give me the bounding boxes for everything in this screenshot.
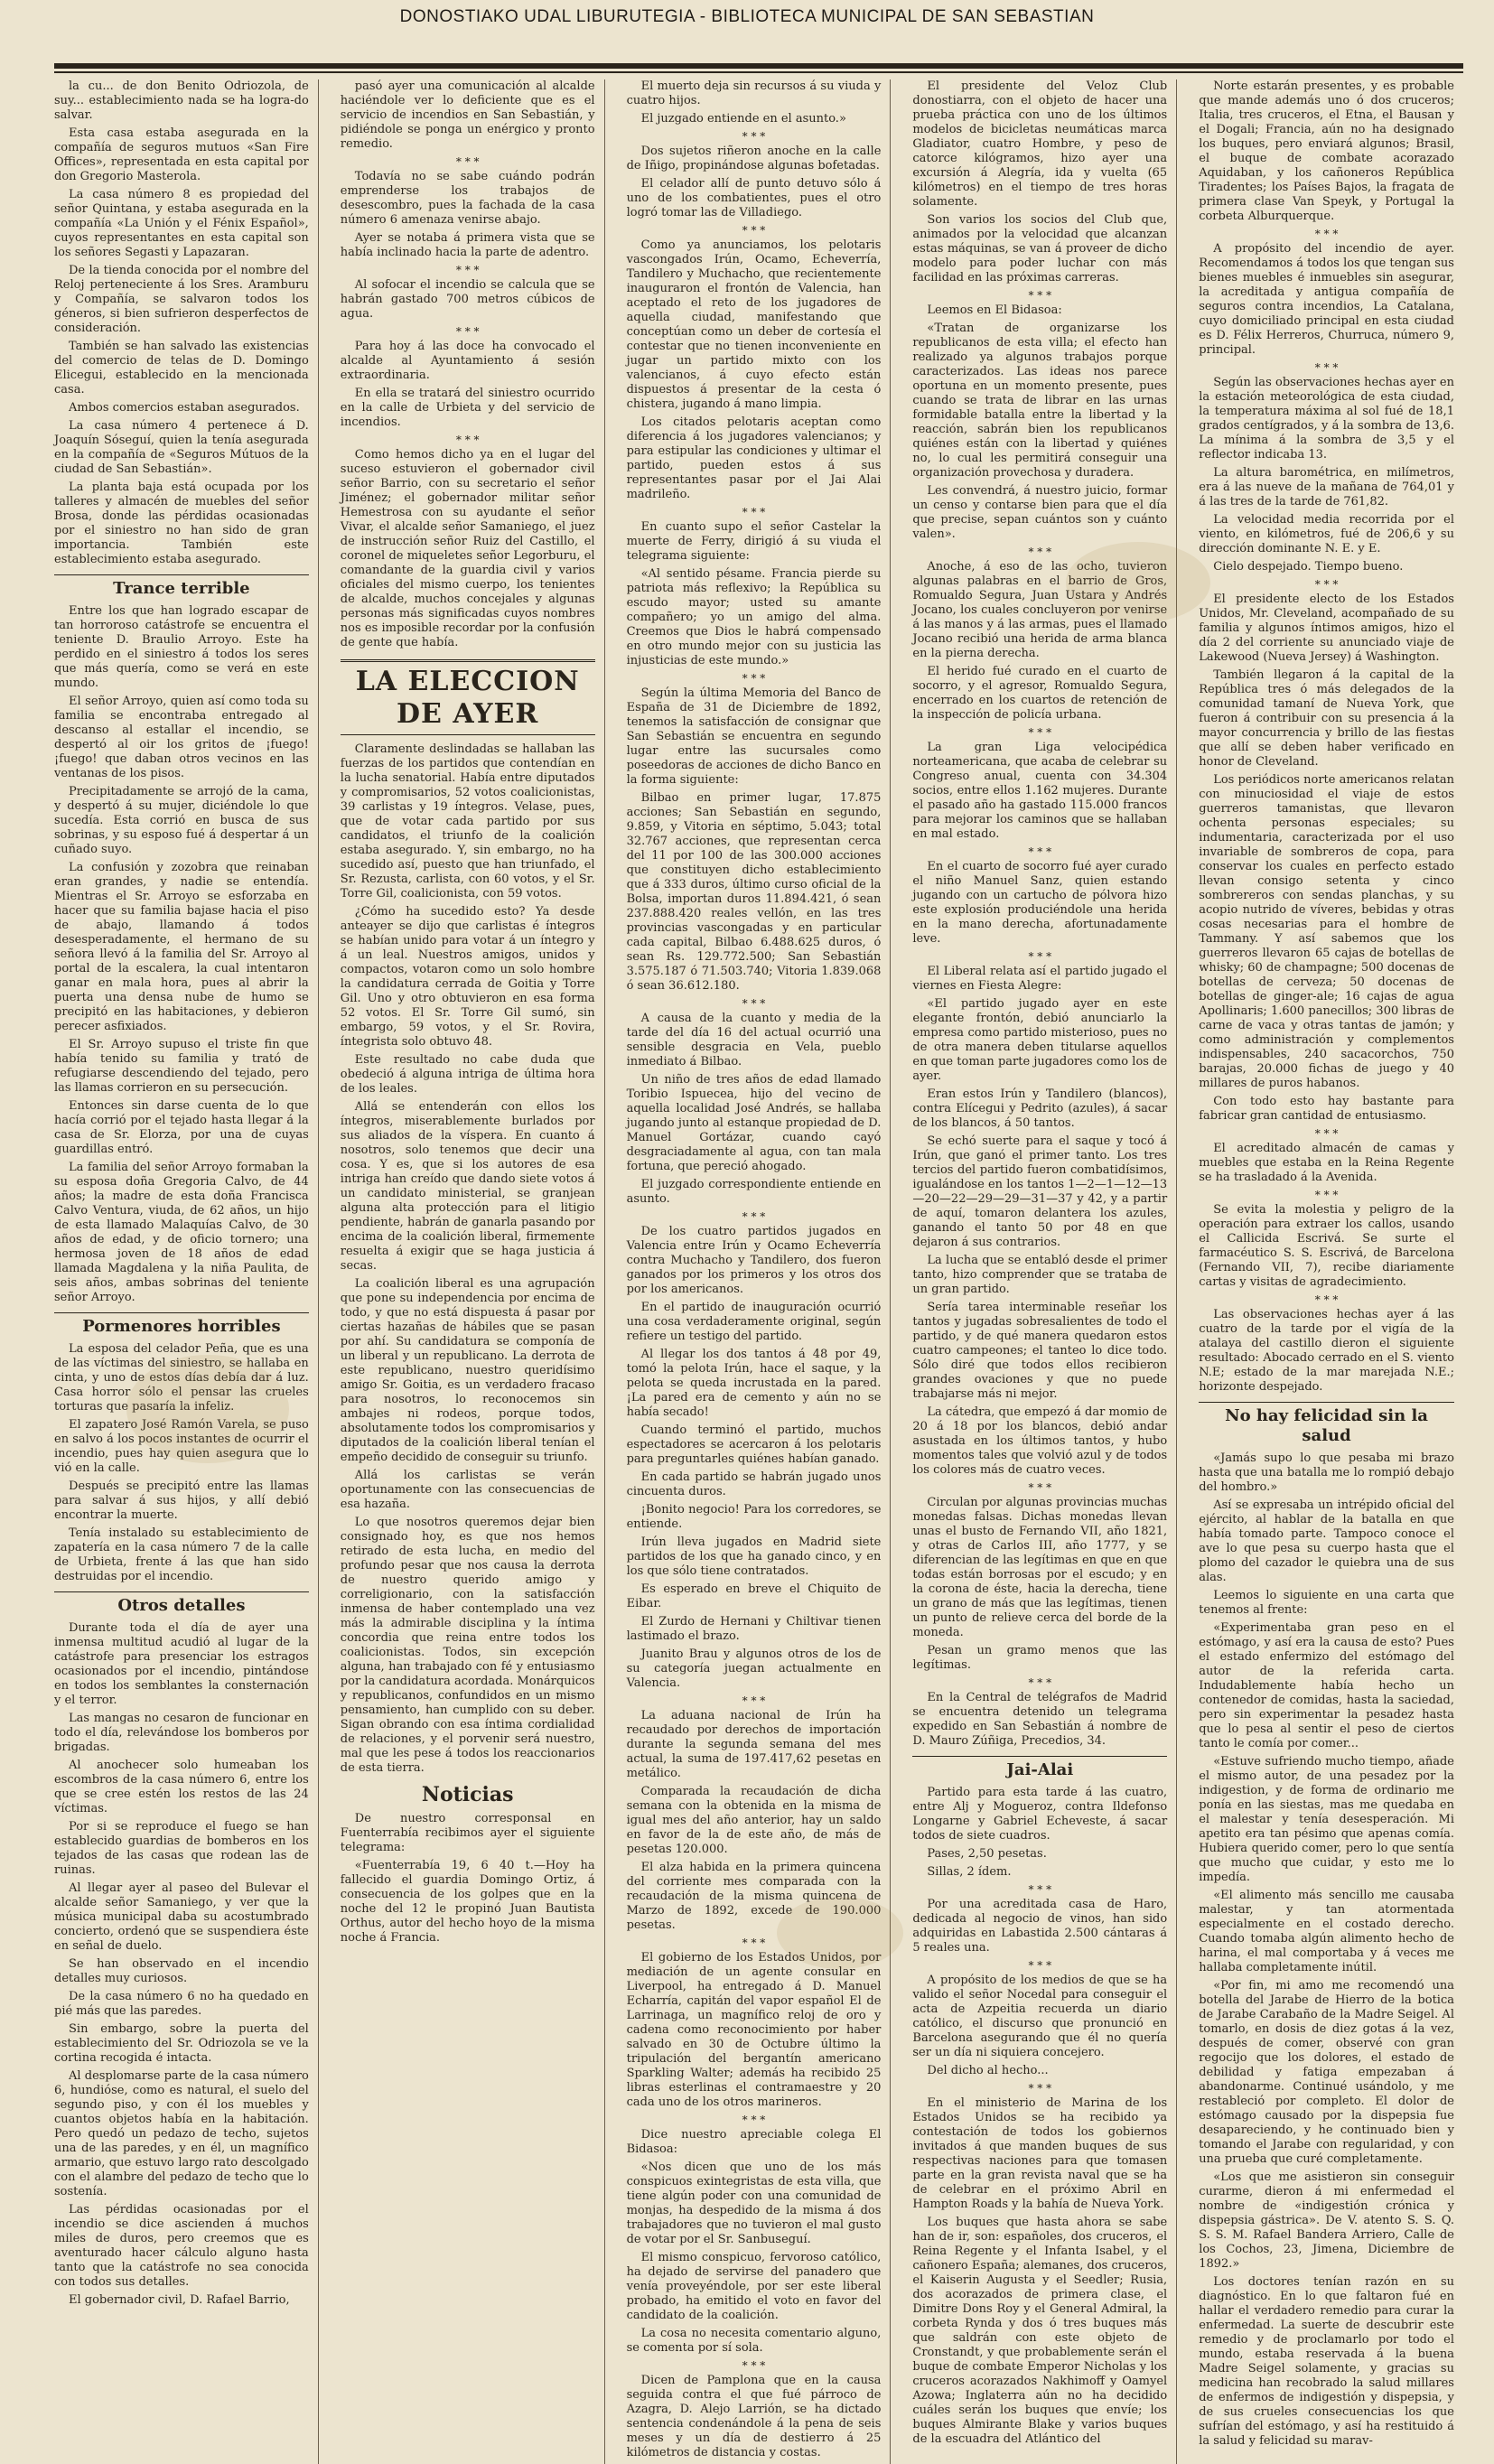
article-paragraph: Por si se reproduce el fuego se han establecido guardias de bomberos en los tejados de las casas que rodean las de ruinas. <box>54 1820 313 1877</box>
article-paragraph: Juanito Brau y algunos otros de los de su categoría juegan actualmente en Valencia. <box>626 1647 885 1690</box>
asterism-separator: * * * <box>1314 361 1339 374</box>
article-paragraph: Los doctores tenían razón en su diagnóstico. En lo que faltaron fué en hallar el verdadero remedio para curar la enfermedad. La suerte de descubrir este remedio y de proclamarlo por todo el mundo, estaba reservada á la buena Madre Seigel solamente, y gracias su medicina han recobrado la salud millares de enfermos de indigestión y dispepsia, y de sus crueles consecuencias los que sufrían del estómago, y así ha restituido á la salud y felicidad su marav- <box>1199 2275 1459 2448</box>
article-paragraph: El herido fué curado en el cuarto de socorro, y el agresor, Romualdo Segura, encerrado en los cuartos de retención de la inspección de policía urbana. <box>912 665 1172 722</box>
article-paragraph: La lucha que se entabló desde el primer tanto, hizo comprender que se trataba de un gran partido. <box>912 1254 1172 1296</box>
article-paragraph: Durante toda el día de ayer una inmensa multitud acudió al lugar de la catástrofe para presenciar los estragos ocasionados por el incendio, pintándose en todos los semblantes la consternación y el terror. <box>54 1621 313 1707</box>
article-paragraph: De nuestro corresponsal en Fuenterrabía recibimos ayer el siguiente telegrama: <box>340 1812 599 1854</box>
asterism-separator: * * * <box>742 1937 766 1949</box>
asterism-separator: * * * <box>1314 1293 1339 1306</box>
article-paragraph: Allá los carlistas se verán oportunamente con las consecuencias de esa hazaña. <box>340 1469 599 1511</box>
asterism-separator: * * * <box>742 672 766 685</box>
section-heading: Noticias <box>421 1783 514 1806</box>
article-paragraph: La gran Liga velocipédica norteamericana, que acaba de celebrar su Congreso anual, cuenta con 34.304 socios, entre ellos 1.162 mujeres. Durante el pasado año ha gastado 115.000 francos para mejorar los caminos que se hallaban en mal estado. <box>912 741 1172 841</box>
article-paragraph: ¿Cómo ha sucedido esto? Ya desde anteayer se dijo que carlistas é íntegros se habían unido para votar á un íntegro y á un leal. Nuestros amigos, unidos y compactos, votaron como un solo hombre la candidatura cerrada de Goitia y Torre Gil. Uno y otro obtuvieron en esa forma 52 votos. El Sr. Torre Gil sumó, sin embargo, 59 votos, y el Sr. Rovira, íntegrista solo obtuvo 48. <box>340 905 599 1049</box>
article-paragraph: Al desplomarse parte de la casa número 6, hundióse, como es natural, el suelo del segundo piso, y con él los muebles y cuantos objetos había en la habitación. Pero quedó un pedazo de techo, sujetos una de las paredes, y en él, un magnífico armario, que estuvo largo rato descolgado con el alambre del pedazo de techo que lo sostenía. <box>54 2069 313 2198</box>
article-paragraph: La casa número 4 pertenece á D. Joaquín Sóseguí, quien la tenía asegurada en la compañía de «Seguros Mútuos de la ciudad de San Sebastián». <box>54 419 313 476</box>
article-paragraph: El celador allí de punto detuvo sólo á uno de los combatientes, pues el otro logró tomar las de Villadiego. <box>626 177 885 219</box>
newspaper-columns <box>54 79 1463 2459</box>
library-header: DONOSTIAKO UDAL LIBURUTEGIA - BIBLIOTECA MUNICIPAL DE SAN SEBASTIAN <box>399 7 1095 26</box>
article-paragraph: A propósito del incendio de ayer. Recomendamos á todos los que tengan sus bienes muebles é inmuebles sin asegurar, la acreditada y antigua compañía de seguros contra incendios, La Catalana, cuyo domiciliado principal en esta ciudad es D. Félix Herreros, Churruca, número 9, principal. <box>1199 242 1459 357</box>
article-paragraph: El gobernador civil, D. Rafael Barrio, <box>69 2293 290 2307</box>
article-paragraph: Eran estos Irún y Tandilero (blancos), contra Elícegui y Pedrito (azules), á sacar de los blancos, á 50 tantos. <box>912 1087 1172 1130</box>
article-paragraph: «Tratan de organizarse los republicanos de esta villa; el efecto han realizado ya algunos trabajos porque caracterizados. Las ideas nos parece oportuna en un momento presente, pues cuando se trata de librar en las urnas formidable batalla entre la libertad y la reacción, sabrán bien los republicanos quiénes están con la libertad y quiénes no, lo cual les permitirá conseguir una organización provechosa y duradera. <box>912 322 1172 480</box>
article-paragraph: El mismo conspicuo, fervoroso católico, ha dejado de servirse del panadero que venía proveyéndole, por ser este liberal probado, ha emitido el voto en favor del candidato de la coalición. <box>626 2251 885 2322</box>
article-paragraph: Las mangas no cesaron de funcionar en todo el día, relevándose los bomberos por brigadas. <box>54 1712 313 1754</box>
asterism-separator: * * * <box>1028 950 1052 963</box>
article-paragraph: A causa de la cuanto y media de la tarde del día 16 del actual ocurrió una sensible desgracia en Vela, pueblo inmediato á Bilbao. <box>626 1012 885 1069</box>
article-paragraph: Bilbao en primer lugar, 17.875 acciones; San Sebastián en segundo, 9.859, y Vitoria en séptimo, 5.043; total 32.767 acciones, que representan cerca del 11 por 100 de las 300.000 acciones que constituyen dicho establecimiento que á 333 duros, último curso oficial de la Bolsa, importan duros 11.894.421, ó sean 237.888.420 reales vellón, en las tres provincias vascongadas y en particular cada capital, Bilbao 6.488.625 duros, ó sean Rs. 129.772.500; San Sebastián 3.575.187 ó 71.503.740; Vitoria 1.839.068 ó sean 36.612.180. <box>626 791 885 993</box>
article-paragraph: Como ya anunciamos, los pelotaris vascongados Irún, Ocamo, Echeverría, Tandilero y Muchacho, que recientemente inauguraron el frontón de Valencia, han aceptado el reto de los jugadores de aquella ciudad, manifestando que conceptúan como un deber de cortesía el contestar que no tienen inconveniente en jugar un partido mixto con los valencianos, á cuyo efecto están dispuestos á presentar de la cesta ó chistera, jugando á mano limpia. <box>626 238 885 411</box>
article-paragraph: En la Central de telégrafos de Madrid se encuentra detenido un telegrama expedido en San Sebastián á nombre de D. Mauro Zúñiga, Precedios, 34. <box>912 1691 1172 1748</box>
column-4 <box>912 79 1177 2464</box>
article-paragraph: Este resultado no cabe duda que obedeció á alguna intriga de última hora de los leales. <box>340 1053 599 1096</box>
article-paragraph: Comparada la recaudación de dicha semana con la obtenida en la misma de igual mes del año anterior, hay un saldo en favor de la de este año, de más de pesetas 120.000. <box>626 1785 885 1856</box>
article-paragraph: El presidente electo de los Estados Unidos, Mr. Cleveland, acompañado de su familia y algunos íntimos amigos, hizo el día 2 del corriente su anunciado viaje de Lakewood (Nueva Jersey) á Washington. <box>1199 593 1459 664</box>
article-paragraph: Como hemos dicho ya en el lugar del suceso estuvieron el gobernador civil señor Barrio, con su secretario el señor Jiménez; el gobernador militar señor Hemestrosa con su ayudante el señor Vivar, el alcalde señor Samaniego, el juez de instrucción señor Ruiz del Castillo, el coronel de miqueletes señor Legorburu, el comandante de la guardia civil y varios oficiales del mismo cuerpo, los tenientes de alcalde, muchos concejales y algunas personas más significadas cuyos nombres nos es imposible recordar por la confusión de gente que había. <box>340 448 599 649</box>
article-paragraph: Partido para esta tarde á las cuatro, entre Alj y Mogueroz, contra Ildefonso Longarne y Gabriel Echeveste, á sacar todos de siete cuadros. <box>912 1786 1172 1843</box>
article-paragraph: La esposa del celador Peña, que es una de las víctimas del siniestro, se hallaba en cinta, y uno de estos días debía dar á luz. Casa horror sólo el pensar las crueles torturas que pasaría la infeliz. <box>54 1342 313 1414</box>
article-paragraph: Después se precipitó entre las llamas para salvar á sus hijos, y allí debió encontrar la muerte. <box>54 1479 313 1522</box>
article-paragraph: Circulan por algunas provincias muchas monedas falsas. Dichas monedas llevan unas el busto de Fernando VII, año 1821, y otras de Carlos III, año 1777, y se diferencian de las legítimas en que en que todas están borrosas por el escudo; y en la corona de éste, hacia la derecha, tiene un grano de más que las legítimas, tienen un punto de relieve cerca del borde de la moneda. <box>912 1496 1172 1639</box>
asterism-separator: * * * <box>1028 289 1052 302</box>
article-paragraph: Pesan un gramo menos que las legítimas. <box>912 1644 1172 1672</box>
article-paragraph: Según las observaciones hechas ayer en la estación meteorológica de esta ciudad, la temperatura máxima al sol fué de 18,1 grados centígrados, y á la sombra de 13,6. La mínima á la sombra de 3,5 y el reflector indicaba 13. <box>1199 376 1459 462</box>
article-paragraph: El Sr. Arroyo supuso el triste fin que había tenido su familia y trató de refugiarse descendiendo del tejado, pero las llamas corrieron en su persecución. <box>54 1038 313 1095</box>
column-1 <box>54 79 319 2464</box>
article-paragraph: Según la última Memoria del Banco de España de 31 de Diciembre de 1892, tenemos la satisfacción de consignar que San Sebastián se encuentra en segundo lugar entre las sucursales como poseedoras de acciones de dicho Banco en la forma siguiente: <box>626 686 885 787</box>
article-paragraph: Al anochecer solo humeaban los escombros de la casa número 6, entre los que se cree estén los restos de las 24 víctimas. <box>54 1759 313 1815</box>
article-paragraph: Los buques que hasta ahora se sabe han de ir, son: españoles, dos cruceros, el Reina Regente y el Infanta Isabel, y el cañonero España; alemanes, dos cruceros, el Kaiserin Augusta y el Seedler; Rusia, dos acorazados de primera clase, el Dimitre Dons Roy y el General Admiral, la corbeta Rynda y dos ó tres buques más que saldrán con este objeto de Cronstandt, y que probablemente serán el buque de combate Emperor Nicholas y los cruceros acorazados Nakhimoff y Oamyel Azowa; Inglaterra aún no ha decidido cuáles serán los buques que envíe; los buques Almirante Blake y varios buques de la escuadra del Atlántico del <box>912 2216 1172 2446</box>
article-paragraph: «Los que me asistieron sin conseguir curarme, dieron á mi enfermedad el nombre de «indigestión crónica y dispepsia gástrica». De V. atento S. S. Q. S. S. M. Rafael Bandera Arriero, Calle de los Cochos, 23, Jimena, Diciembre de 1892.» <box>1199 2170 1459 2271</box>
article-paragraph: «Nos dicen que uno de los más conspicuos exintegristas de esta villa, que tiene algún poder con una comunidad de monjas, ha despedido de la misma á dos trabajadores que no tuvieron el mal gusto de votar por el Sr. Sanbuseguí. <box>626 2161 885 2246</box>
article-paragraph: También se han salvado las existencias del comercio de telas de D. Domingo Elicegui, establecido en la mencionada casa. <box>54 340 313 397</box>
column-3 <box>627 79 892 2464</box>
article-paragraph: En el partido de inauguración ocurrió una cosa verdaderamente original, según refiere un testigo del partido. <box>626 1301 885 1343</box>
article-paragraph: Para hoy á las doce ha convocado el alcalde al Ayuntamiento á sesión extraordinaria. <box>340 340 599 382</box>
asterism-separator: * * * <box>742 1210 766 1223</box>
article-paragraph: Los citados pelotaris aceptan como diferencia á los jugadores valencianos; y para estipular las condiciones y ultimar el partido, pueden estos á sus representantes pasar por el Jai Alai madrileño. <box>626 415 885 501</box>
article-paragraph: «Fuenterrabía 19, 6 40 t.—Hoy ha fallecido el guardia Domingo Ortiz, á consecuencia de los golpes que en la noche del 12 le propinó Juan Bautista Orthus, autor del hecho hoyo de la misma noche á Francia. <box>340 1859 599 1945</box>
article-paragraph: Entonces sin darse cuenta de lo que hacía corrió por el tejado hasta llegar á la casa de Sr. Elorza, por una de cuyas guardillas entró. <box>54 1099 313 1156</box>
article-paragraph: Al llegar ayer al paseo del Bulevar el alcalde señor Samaniego, y ver que la música municipal daba su acostumbrado concierto, ordenó que se suspendiera éste en señal de duelo. <box>54 1881 313 1953</box>
column-5 <box>1199 79 1463 2464</box>
article-paragraph: Se echó suerte para el saque y tocó á Irún, que ganó el primer tanto. Los tres tercios del partido fueron combatidísimos, igualándose en los tantos 1—2—1—12—13—20—22—29—29—31—37 y 42, y a partir de aquí, tomaron delantera los azules, ganando el tanto 50 por 48 en que dejaron á sus contrarios. <box>912 1134 1172 1249</box>
section-heading: Otros detalles <box>54 1591 309 1616</box>
asterism-separator: * * * <box>1314 228 1339 240</box>
article-paragraph: En el ministerio de Marina de los Estados Unidos se ha recibido ya contestación de todos los gobiernos invitados á que manden buques de sus respectivas naciones para que tomasen parte en la gran revista naval que se ha de celebrar en el próximo Abril en Hampton Roads y la bahía de Nueva York. <box>912 2096 1172 2211</box>
article-paragraph: Así se expresaba un intrépido oficial del ejército, al hablar de la batalla en que había tomado parte. Tampoco conoce el ave lo que pesa su cuerpo hasta que el plomo del cazador le quiebra una de sus alas. <box>1199 1498 1459 1584</box>
article-paragraph: Cielo despejado. Tiempo bueno. <box>1213 560 1404 574</box>
article-paragraph: Todavía no se sabe cuándo podrán emprenderse los trabajos de desescombro, pues la fachada de la casa número 6 amenaza venirse abajo. <box>340 170 599 227</box>
article-paragraph: «El partido jugado ayer en este elegante frontón, debió anunciarlo la empresa como partido misterioso, pues no de otra manera deben titularse aquellos en que toman parte jugadores como los de ayer. <box>912 997 1172 1083</box>
article-paragraph: La velocidad media recorrida por el viento, en kilómetros, fué de 206,6 y su dirección dominante N. E. y E. <box>1199 513 1459 555</box>
article-paragraph: La cosa no necesita comentario alguno, se comenta por sí sola. <box>626 2327 885 2355</box>
article-paragraph: Ambos comercios estaban asegurados. <box>69 401 300 415</box>
article-paragraph: pasó ayer una comunicación al alcalde haciéndole ver lo deficiente que es el servicio de incendios en San Sebastián, y pidiéndole se ponga un enérgico y pronto remedio. <box>340 79 599 151</box>
article-paragraph: Sillas, 2 ídem. <box>927 1865 1012 1879</box>
masthead-rule <box>54 63 1463 69</box>
article-paragraph: Les convendrá, á nuestro juicio, formar un censo y contarse bien para que el día que precise, sepan cuántos son y cuánto valen». <box>912 484 1172 541</box>
asterism-separator: * * * <box>742 2114 766 2126</box>
article-paragraph: Es esperado en breve el Chiquito de Eibar. <box>626 1582 885 1610</box>
asterism-separator: * * * <box>1028 2082 1052 2095</box>
article-paragraph: «El alimento más sencillo me causaba malestar, y tan atormentada especialmente en el costado derecho. Cuando tomaba algún alimento hecho de harina, el mal comportaba y á veces me hallaba completamente inútil. <box>1199 1889 1459 1974</box>
article-paragraph: Los periódicos norte americanos relatan con minuciosidad el viaje de estos guerreros tamanistas, que llevaron ochenta personas especiales; su indumentaria, caracterizada por el uso invariable de sombreros de copa, para conservar los cuales en perfecto estado llevan consigo setenta y cinco sombrereros con sendas planchas, y su acopio nutrido de víveres, bebidas y otras cosas necesarias para el hombre de Tammany. Y así sabemos que los guerreros llevaron 65 cajas de botellas de whisky; 60 de champagne; 500 docenas de botellas de cerveza; 50 docenas de botellas de ginger-ale; 16 cajas de agua Apollinaris; 1.600 panecillos; 300 libras de carne de vaca y otras tantas de jamón; y como administración y complementos indispensables, 240 sacacorchos, 750 barajas, 20.000 fichas de juego y 40 millares de puros habanos. <box>1199 773 1459 1090</box>
article-paragraph: Entre los que han logrado escapar de tan horroroso catástrofe se encuentra el teniente D. Braulio Arroyo. Este ha perdido en el siniestro á todos los seres que más quería, como se verá en este mundo. <box>54 604 313 690</box>
article-paragraph: Tenía instalado su establecimiento de zapatería en la casa número 7 de la calle de Urbieta, frente á las que han sido destruidas por el incendio. <box>54 1526 313 1583</box>
article-paragraph: Las pérdidas ocasionadas por el incendio se dice ascienden á muchos miles de duros, pero creemos que es aventurado hacer cálculo alguno hasta tanto que la catástrofe no sea conocida con todos sus detalles. <box>54 2203 313 2289</box>
article-paragraph: «Al sentido pésame. Francia pierde su patriota más reflexivo; la República su escudo mayor; usted su amante compañero; yo un amigo del alma. Creemos que Dios le habrá compensado en otro mundo mejor con su justicia las injusticias de este mundo.» <box>626 567 885 667</box>
article-paragraph: Lo que nosotros queremos dejar bien consignado hoy, es que nos hemos retirado de esta lucha, en medio del profundo pesar que nos causa la derrota de nuestro querido amigo y correligionario, con la satisfacción inmensa de haber contemplado una vez más la admirable disciplina y la íntima concordia que reina entre todos los coalicionistas. Todos, sin excepción alguna, han trabajado con fé y entusiasmo por la candidatura acordada. Monárquicos y republicanos, confundidos en un mismo pensamiento, han cumplido con su deber. Sigan obrando con esa íntima cordialidad de relaciones, y el porvenir será nuestro, mal que les pese á todos los reaccionarios de esta tierra. <box>340 1516 599 1775</box>
article-paragraph: Anoche, á eso de las ocho, tuvieron algunas palabras en el barrio de Gros, Romualdo Segura, Juan Ustara y Andrés Jocano, los cuales concluyeron por venirse á las manos y á las armas, pues el llamado Jocano recibió una herida de arma blanca en la pierna derecha. <box>912 560 1172 660</box>
article-paragraph: Se han observado en el incendio detalles muy curiosos. <box>54 1957 313 1985</box>
masthead-rule-thin <box>54 71 1463 73</box>
article-paragraph: En cuanto supo el señor Castelar la muerte de Ferry, dirigió á su viuda el telegrama siguiente: <box>626 520 885 563</box>
article-paragraph: «Experimentaba gran peso en el estómago, y así era la causa de esto? Pues el estado enfermizo del estómago del autor de la referida carta. Indudablemente había hecho un contenedor de comidas, hasta la saciedad, pero sin experimentar la pesadez hasta que lo pesa al sentir el peso de ciertos tanto le comía por comer... <box>1199 1621 1459 1750</box>
asterism-separator: * * * <box>742 224 766 237</box>
section-heading: Jai-Alai <box>912 1756 1167 1780</box>
article-paragraph: La casa número 8 es propiedad del señor Quintana, y estaba asegurada en la compañía «La Unión y el Fénix Español», cuyos representantes en esta capital son los señores Segasti y Lapazaran. <box>54 188 313 259</box>
article-paragraph: «Jamás supo lo que pesaba mi brazo hasta que una batalla me lo rompió debajo del hombro.» <box>1199 1451 1459 1494</box>
asterism-separator: * * * <box>1314 1189 1339 1201</box>
article-paragraph: El gobierno de los Estados Unidos, por mediación de un agente consular en Liverpool, ha entregado á D. Manuel Echarría, capitán del vapor español El de Larrinaga, un magnífico reloj de oro y cadena como reconocimiento por haber salvado en 30 de Octubre último la tripulación del bergantín americano Sparkling Walter; además ha recibido 25 libras esterlinas el contramaestre y 20 cada uno de los otros marineros. <box>626 1951 885 2109</box>
article-paragraph: Con todo esto hay bastante para fabricar gran cantidad de entusiasmo. <box>1199 1095 1459 1123</box>
article-paragraph: Sería tarea interminable reseñar los tantos y jugadas sobresalientes de todo el partido, y de qué manera quedaron estos cuatro campeones; el tanteo lo dice todo. Sólo diré que todos ellos recibieron grandes ovaciones y que no puede trabajarse más ni mejor. <box>912 1301 1172 1401</box>
asterism-separator: * * * <box>1028 845 1052 858</box>
article-paragraph: la cu... de don Benito Odriozola, de suy... establecimiento nada se ha logra-do salvar. <box>54 79 313 122</box>
article-paragraph: En cada partido se habrán jugado unos cincuenta duros. <box>626 1470 885 1498</box>
article-paragraph: El juzgado correspondiente entiende en asunto. <box>626 1178 885 1206</box>
asterism-separator: * * * <box>1028 1481 1052 1494</box>
asterism-separator: * * * <box>1028 1959 1052 1972</box>
article-paragraph: Al sofocar el incendio se calcula que se habrán gastado 700 metros cúbicos de agua. <box>340 278 599 321</box>
asterism-separator: * * * <box>1028 1883 1052 1896</box>
article-paragraph: La cátedra, que empezó á dar momio de 20 á 18 por los blancos, debió andar asustada en los últimos tantos, y hubo momentos tales que volvió azul y de todos los colores más de cuatro veces. <box>912 1405 1172 1477</box>
asterism-separator: * * * <box>455 434 480 446</box>
article-paragraph: La planta baja está ocupada por los talleres y almacén de muebles del señor Brosa, donde las pérdidas ocasionadas por el siniestro no han sido de gran importancia. También este establecimiento estaba asegurado. <box>54 481 313 566</box>
article-paragraph: Se evita la molestia y peligro de la operación para extraer los callos, usando el Callicida Escrivá. Se surte el farmacéutico S. S. Escrivá, de Barcelona (Fernando VII, 7), recibe diariamente cartas y visitas de agradecimiento. <box>1199 1203 1459 1289</box>
article-paragraph: El Zurdo de Hernani y Chiltivar tienen lastimado el brazo. <box>626 1615 885 1643</box>
article-paragraph: El señor Arroyo, quien así como toda su familia se encontraba entregado al descanso al estallar el incendio, se despertó al oir los gritos de ¡fuego! ¡fuego! que daban otros vecinos en las ventanas de los pisos. <box>54 695 313 780</box>
article-paragraph: Claramente deslindadas se hallaban las fuerzas de los partidos que contendían en la lucha senatorial. Había entre diputados y compromisarios, 52 votos coalicionistas, 39 carlistas y 19 íntegros. Velase, pues, que de votar cada partido por sus candidatos, el triunfo de la coalición estaba asegurado. Y, sin embargo, no ha sucedido así, puesto que han triunfado, el Sr. Rezusta, carlista, con 60 votos, y el Sr. Torre Gil, coalicionista, con 59 votos. <box>340 742 599 901</box>
article-paragraph: El Liberal relata así el partido jugado el viernes en Fiesta Alegre: <box>912 965 1172 993</box>
asterism-separator: * * * <box>742 506 766 518</box>
asterism-separator: * * * <box>1028 1676 1052 1689</box>
article-paragraph: Al llegar los dos tantos á 48 por 49, tomó la pelota Irún, hace el saque, y la pelota se queda incrustada en la pared. ¡La pared era de cemento y aún no se había secado! <box>626 1348 885 1419</box>
asterism-separator: * * * <box>1028 726 1052 739</box>
article-paragraph: Por una acreditada casa de Haro, dedicada al negocio de vinos, han sido adquiridas en Labastida 2.500 cántaras á 5 reales una. <box>912 1898 1172 1955</box>
article-paragraph: El muerto deja sin recursos á su viuda y cuatro hijos. <box>626 79 885 107</box>
asterism-separator: * * * <box>742 2359 766 2372</box>
article-paragraph: A propósito de los medios de que se ha valido el señor Nocedal para conseguir el acta de Azpeitia recuerda un diario católico, el discurso que pronunció en Barcelona asegurando que él no quería ser un día ni siquiera concejero. <box>912 1974 1172 2059</box>
article-paragraph: Dos sujetos riñeron anoche en la calle de Iñigo, propinándose algunas bofetadas. <box>626 145 885 173</box>
article-paragraph: Un niño de tres años de edad llamado Toribio Ispuecea, hijo del vecino de aquella localidad José Andrés, se hallaba jugando junto al estanque propiedad de D. Manuel Gortázar, cuando cayó desgraciadamente al agua, con tan mala fortuna, que pereció ahogado. <box>626 1073 885 1173</box>
article-paragraph: Sin embargo, sobre la puerta del establecimiento del Sr. Odriozola se ve la cortina recogida é intacta. <box>54 2022 313 2065</box>
article-paragraph: Precipitadamente se arrojó de la cama, y despertó á su mujer, diciéndole lo que sucedía. Esta corrió en busca de sus sobrinas, y su esposo fué á despertar á un cuñado suyo. <box>54 785 313 856</box>
article-paragraph: De los cuatro partidos jugados en Valencia entre Irún y Ocamo Echeverría contra Muchacho y Tandilero, dos fueron ganados por los primeros y los otros dos por los americanos. <box>626 1225 885 1296</box>
article-paragraph: Irún lleva jugados en Madrid siete partidos de los que ha ganado cinco, y en los que sólo tiene contratados. <box>626 1535 885 1578</box>
article-paragraph: Las observaciones hechas ayer á las cuatro de la tarde por el vigía de la atalaya del castillo dieron el siguiente resultado: Abocado cerrado en el S. viento N.E; estado de la mar marejada N.E.; horizonte despejado. <box>1199 1308 1459 1394</box>
article-paragraph: La familia del señor Arroyo formaban la su esposa doña Gregoria Calvo, de 44 años; la madre de esta doña Francisca Calvo Ventura, viuda, de 62 años, un hijo de esta llamado Malaquías Calvo, de 30 años de edad, y de oficio tornero; una hermosa joven de 18 años de edad llamada Magdalena y la niña Paulita, de seis años, ambas sobrinas del teniente señor Arroyo. <box>54 1161 313 1304</box>
column-2 <box>341 79 605 2464</box>
article-paragraph: Son varios los socios del Club que, animados por la velocidad que alcanzan estas máquinas, se van á proveer de dicho modelo para poder luchar con más facilidad en las próximas carreras. <box>912 213 1172 285</box>
section-heading: Pormenores horribles <box>54 1312 309 1337</box>
article-paragraph: La coalición liberal es una agrupación que pone su independencia por encima de todo, y que no está dispuesta á pasar por ciertas hazañas de hábiles que se pasan por ahí. Su candidatura se componía de un liberal y un republicano. La derrota de este republicano, nuestro queridísimo amigo Sr. Goitia, es un verdadero fracaso para nosotros, lo reconocemos sin ambajes ni rodeos, porque todos, absolutamente todos los compromisarios y diputados de la coalición liberal tenían el empeño decidido de conseguir su triunfo. <box>340 1277 599 1464</box>
asterism-separator: * * * <box>1314 1127 1339 1140</box>
asterism-separator: * * * <box>742 997 766 1010</box>
article-paragraph: Norte estarán presentes, y es probable que mande además uno ó dos cruceros; Italia, tres cruceros, el Etna, el Bausan y el Dogali; Francia, aún no ha designado los buques, pero enviará algunos; Brasil, el buque de combate acorazado Aquidaban, y los cañoneros República Tiradentes; los Países Bajos, la fragata de primera clase Van Speyk, y Portugal la corbeta Alburquerque. <box>1199 79 1459 223</box>
article-paragraph: En el cuarto de socorro fué ayer curado el niño Manuel Sanz, quien estando jugando con un cartucho de pólvora hizo este explosión produciéndole una herida en la mano derecha, afortunadamente leve. <box>912 860 1172 946</box>
article-paragraph: Allá se entenderán con ellos los íntegros, miserablemente burlados por sus aliados de la víspera. En cuanto á nosotros, solo tenemos que decir una cosa. Y es, que si los autores de esa intriga han creído que dando siete votos á un candidato ministerial, se granjean alguna alta protección para el litigio pendiente, habrán de ganarla pasando por encima de la coalición liberal, firmemente resuelta á exigir que se haga justicia á secas. <box>340 1100 599 1273</box>
article-paragraph: El acreditado almacén de camas y muebles que estaba en la Reina Regente se ha trasladado á la Avenida. <box>1199 1142 1459 1184</box>
article-paragraph: El alza habida en la primera quincena del corriente mes comparada con la recaudación de la misma quincena de Marzo de 1892, excede de 190.000 pesetas. <box>626 1861 885 1932</box>
article-paragraph: La altura barométrica, en milímetros, era á las nueve de la mañana de 764,01 y á las tres de la tarde de 761,82. <box>1199 466 1459 509</box>
asterism-separator: * * * <box>1028 546 1052 558</box>
article-paragraph: De la tienda conocida por el nombre del Reloj perteneciente á los Sres. Aramburu y Compañía, se salvaron todos los géneros, si bien sufrieron desperfectos de consideración. <box>54 264 313 335</box>
asterism-separator: * * * <box>742 130 766 143</box>
article-paragraph: Cuando terminó el partido, muchos espectadores se acercaron á los pelotaris para preguntarles quiénes habían ganado. <box>626 1423 885 1466</box>
article-paragraph: El presidente del Veloz Club donostiarra, con el objeto de hacer una prueba práctica con uno de los últimos modelos de bicicletas neumáticas marca Gladiator, cuatro Hombre, y peso de catorce kilógramos, hizo ayer una excursión á Alegría, ida y vuelta (65 kilómetros) en el tiempo de tres horas solamente. <box>912 79 1172 209</box>
asterism-separator: * * * <box>455 155 480 168</box>
article-paragraph: La aduana nacional de Irún ha recaudado por derechos de importación durante la segunda semana del mes actual, la suma de 197.417,62 pesetas en metálico. <box>626 1709 885 1780</box>
asterism-separator: * * * <box>742 1694 766 1707</box>
article-paragraph: «Por fin, mi amo me recomendó una botella del Jarabe de Hierro de la botica de Jarabe Carabaño de la Madre Seigel. Al tomarlo, en dosis de diez gotas á la vez, después de comer, observé con gran regocijo que los dolores, el estado de debilidad y fatiga empezaban á abandonarme. Continué usándolo, y me restableció por completo. El dolor de estómago causado por la dispepsia fue desapareciendo, y he continuado bien y tomando el Jarabe con regularidad, y con una prueba que curé completamente. <box>1199 1979 1459 2166</box>
article-paragraph: Esta casa estaba asegurada en la compañía de seguros mutuos «San Fire Offices», representada en esta capital por don Gregorio Masterola. <box>54 126 313 183</box>
asterism-separator: * * * <box>455 325 480 338</box>
section-heading: Trance terrible <box>54 574 309 599</box>
article-paragraph: ¡Bonito negocio! Para los corredores, se entiende. <box>626 1503 885 1531</box>
article-paragraph: También llegaron á la capital de la República tres ó más delegados de la comunidad tamaní de Nueva York, que fueron á contribuir con su presencia á la mayor concurrencia y brillo de las fiestas que allí se deben haber verificado en honor de Cleveland. <box>1199 668 1459 769</box>
article-paragraph: El zapatero José Ramón Varela, se puso en salvo á los pocos instantes de ocurrir el incendio, pues hay quien asegura que lo vió en la calle. <box>54 1418 313 1475</box>
article-headline: LA ELECCION DE AYER <box>341 659 595 735</box>
article-paragraph: En ella se tratará del siniestro ocurrido en la calle de Urbieta y del servicio de incendios. <box>340 387 599 429</box>
article-paragraph: La confusión y zozobra que reinaban eran grandes, y nadie se entendía. Mientras el Sr. Arroyo se esforzaba en hacer que su familia bajase hacia el piso de abajo, llamando á todos desesperadamente, el hermano de su señora llevó á la familia del Sr. Arroyo al portal de la escalera, la cual intentaron ganar en mala hora, pues al abrir la puerta una densa nube de humo se precipitó en las habitaciones, y debieron perecer asfixiados. <box>54 861 313 1033</box>
article-paragraph: Leemos lo siguiente en una carta que tenemos al frente: <box>1199 1589 1459 1617</box>
article-paragraph: Pases, 2,50 pesetas. <box>927 1847 1047 1861</box>
article-paragraph: Leemos en El Bidasoa: <box>927 303 1062 317</box>
article-paragraph: Dice nuestro apreciable colega El Bidasoa: <box>626 2128 885 2156</box>
asterism-separator: * * * <box>455 264 480 276</box>
article-paragraph: Ayer se notaba á primera vista que se había inclinado hacia la parte de adentro. <box>340 231 599 259</box>
section-heading: No hay felicidad sin la salud <box>1199 1402 1454 1446</box>
article-paragraph: Del dicho al hecho... <box>927 2064 1049 2077</box>
article-paragraph: El juzgado entiende en el asunto.» <box>640 112 846 126</box>
article-paragraph: Dicen de Pamplona que en la causa seguida contra el que fué párroco de Azagra, D. Alejo Larrión, se ha dictado sentencia condenándole á la pena de seis meses y un día de destierro á 25 kilómetros de distancia y costas. <box>626 2374 885 2459</box>
article-paragraph: «Estuve sufriendo mucho tiempo, añade el mismo autor, de una pesadez por la indigestion, y de forma de ordinario me ponía en las siestas, mas me quedaba en el malestar y tenía desesperación. Mi apetito era tan pésimo que apenas comía. Hubiera querido comer, pero lo que sentía que mucho que cuidar, y esto me lo impedía. <box>1199 1755 1459 1884</box>
asterism-separator: * * * <box>1314 578 1339 591</box>
article-paragraph: De la casa número 6 no ha quedado en pié más que las paredes. <box>54 1990 313 2018</box>
